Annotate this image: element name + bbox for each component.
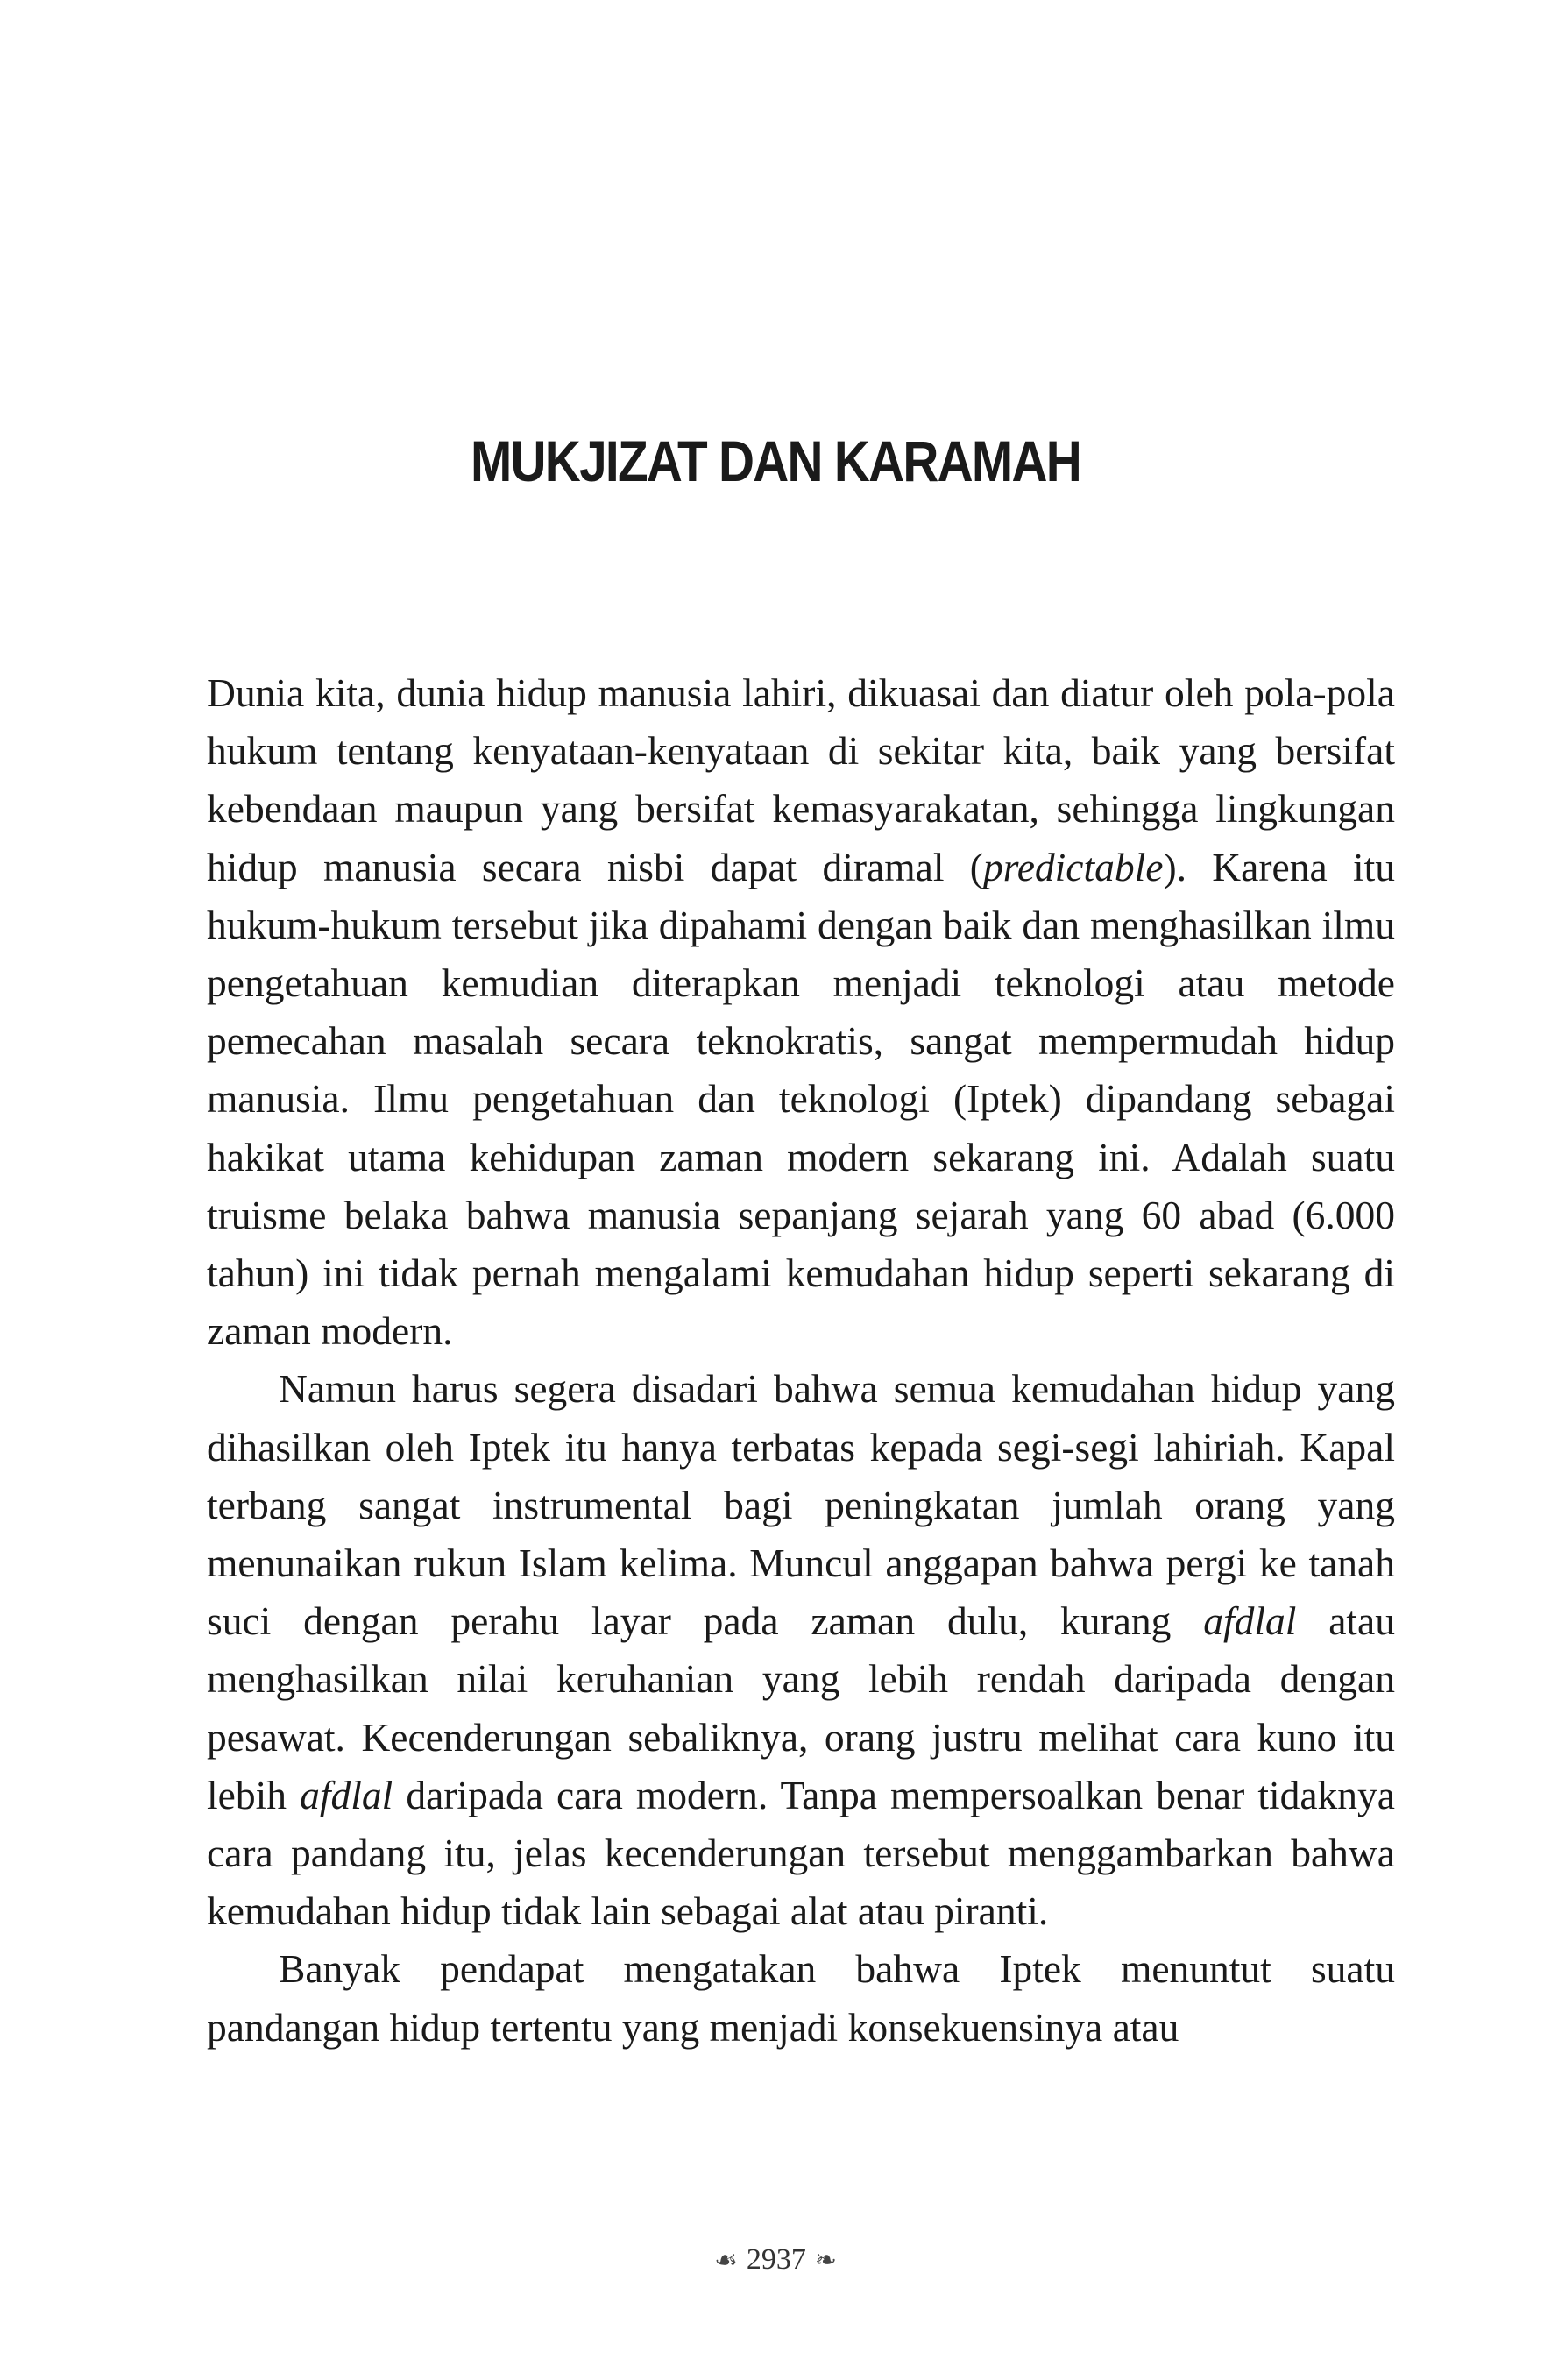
text-run: daripada cara modern. Tanpa mempersoalkan benar tidaknya cara pandang itu, jelas kecenderungan tersebut menggambarkan bahwa kemudahan hidup tidak lain sebagai alat atau piranti. [207,1772,1395,1934]
text-run: Banyak pendapat mengatakan bahwa Iptek menuntut suatu pandangan hidup tertentu yang menjadi konsekuensinya atau [207,1946,1395,2050]
text-run: Dunia kita, dunia hidup manusia lahiri, dikuasai dan diatur oleh pola-pola hukum tentang kenyataan-kenyataan di sekitar kita, baik yang bersifat kebendaan maupun yang bersifat kemasyarakatan, sehingga lingkungan hidup manusia secara nisbi dapat diramal ( [207,670,1395,889]
paragraph [207,1940,1395,2056]
text-run: ). Karena itu hukum-hukum tersebut jika dipahami dengan baik dan menghasilkan ilmu pengetahuan kemudian diterapkan menjadi teknologi atau metode pemecahan masalah secara teknokratis, sangat mempermudah hidup manusia. Ilmu pengetahuan dan teknologi (Iptek) dipandang sebagai hakikat utama kehidupan zaman modern sekarang ini. Adalah suatu truisme belaka bahwa manusia sepanjang sejarah yang 60 abad (6.000 tahun) ini tidak pernah mengalami kemudahan hidup seperti sekarang di zaman modern. [207,844,1395,1354]
text-run: Namun harus segera disadari bahwa semua kemudahan hidup yang dihasilkan oleh Iptek itu hanya terbatas kepada segi-segi lahiriah. Kapal terbang sangat instrumental bagi peningkatan jumlah orang yang menunaikan rukun Islam kelima. Muncul anggapan bahwa pergi ke tanah suci dengan perahu layar pada zaman dulu, kurang [207,1366,1395,1644]
italic-term: afdlal [300,1772,393,1817]
text-run: atau menghasilkan nilai keruhanian yang lebih rendah daripada dengan pesawat. Kecenderungan sebaliknya, orang justru melihat cara kuno itu lebih [207,1598,1395,1817]
italic-term: afdlal [1203,1598,1297,1644]
page-footer [0,2243,1551,2277]
page-number: 2937 [746,2243,806,2276]
italic-term: predictable [982,844,1164,889]
chapter-title: MUKJIZAT DAN KARAMAH [470,429,1081,493]
body-text [207,664,1395,2057]
paragraph [207,1360,1395,1940]
ornament-left-icon: ☙ [713,2246,738,2275]
ornament-right-icon: ❧ [814,2246,838,2275]
paragraph [207,664,1395,1360]
